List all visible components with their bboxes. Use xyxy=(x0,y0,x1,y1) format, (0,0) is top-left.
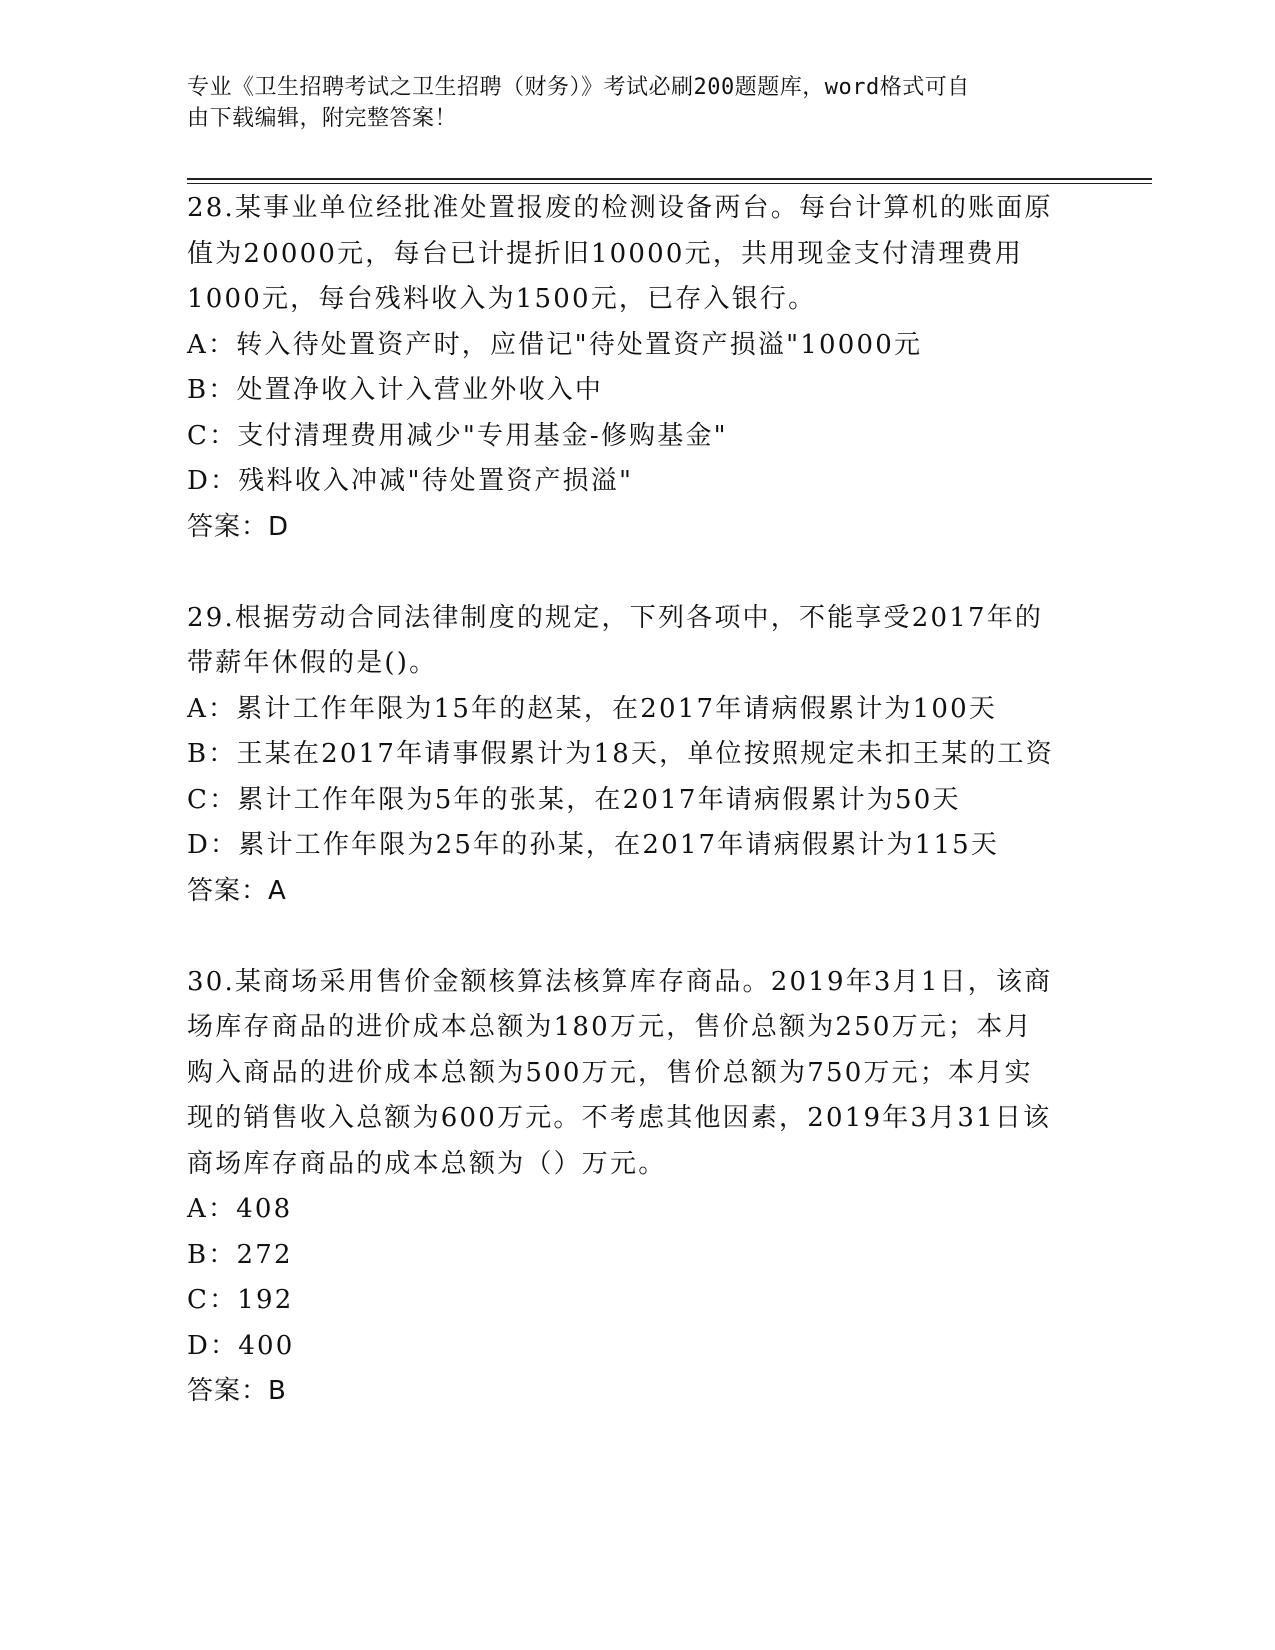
header-line-1: 专业《卫生招聘考试之卫生招聘（财务）》考试必刷200题题库，word格式可自 xyxy=(187,75,970,100)
option-c: C：累计工作年限为5年的张某，在2017年请病假累计为50天 xyxy=(187,784,961,815)
stem-line: 1000元，每台残料收入为1500元，已存入银行。 xyxy=(187,284,817,314)
option-b: B：王某在2017年请事假累计为18天，单位按照规定未扣王某的工资 xyxy=(187,739,1054,769)
question-spacer xyxy=(187,914,1087,960)
stem-line: 30.某商场采用售价金额核算法核算库存商品。2019年3月1日，该商 xyxy=(187,966,1053,997)
option-c: C：192 xyxy=(187,1285,294,1315)
option-a: A：转入待处置资产时，应借记"待处置资产损溢"10000元 xyxy=(187,329,923,360)
answer-label: 答案：A xyxy=(187,875,287,906)
answer-label: 答案：D xyxy=(187,511,290,542)
question-spacer xyxy=(187,550,1087,596)
option-a: A：累计工作年限为15年的赵某，在2017年请病假累计为100天 xyxy=(187,693,998,724)
header-divider-thick xyxy=(187,178,1152,180)
header-line-2: 由下载编辑，附完整答案！ xyxy=(187,106,458,131)
question-29 xyxy=(187,596,1087,915)
question-stem xyxy=(187,596,1087,687)
question-stem xyxy=(187,960,1087,1188)
option-c: C：支付清理费用减少"专用基金-修购基金" xyxy=(187,420,728,451)
header-divider-thin xyxy=(187,183,1152,184)
stem-line: 带薪年休假的是()。 xyxy=(187,648,438,678)
stem-line: 现的销售收入总额为600万元。不考虑其他因素，2019年3月31日该 xyxy=(187,1103,1052,1133)
stem-line: 场库存商品的进价成本总额为180万元，售价总额为250万元；本月 xyxy=(187,1012,1033,1042)
question-stem xyxy=(187,186,1087,323)
stem-line: 购入商品的进价成本总额为500万元，售价总额为750万元；本月实 xyxy=(187,1057,1033,1088)
stem-line: 28.某事业单位经批准处置报废的检测设备两台。每台计算机的账面原 xyxy=(187,193,1053,223)
option-d: D：400 xyxy=(187,1330,295,1361)
option-b: B：272 xyxy=(187,1239,293,1270)
option-b: B：处置净收入计入营业外收入中 xyxy=(187,375,604,405)
option-d: D：累计工作年限为25年的孙某，在2017年请病假累计为115天 xyxy=(187,830,1000,860)
question-30 xyxy=(187,960,1087,1415)
stem-line: 值为20000元，每台已计提折旧10000元，共用现金支付清理费用 xyxy=(187,238,1024,269)
stem-line: 商场库存商品的成本总额为（）万元。 xyxy=(187,1148,667,1179)
option-a: A：408 xyxy=(187,1194,293,1224)
question-28 xyxy=(187,186,1087,550)
stem-line: 29.根据劳动合同法律制度的规定，下列各项中，不能享受2017年的 xyxy=(187,602,1044,633)
answer-label: 答案：B xyxy=(187,1376,287,1406)
question-list xyxy=(187,186,1087,1415)
option-d: D：残料收入冲减"待处置资产损溢" xyxy=(187,466,634,496)
document-header xyxy=(187,72,1067,134)
